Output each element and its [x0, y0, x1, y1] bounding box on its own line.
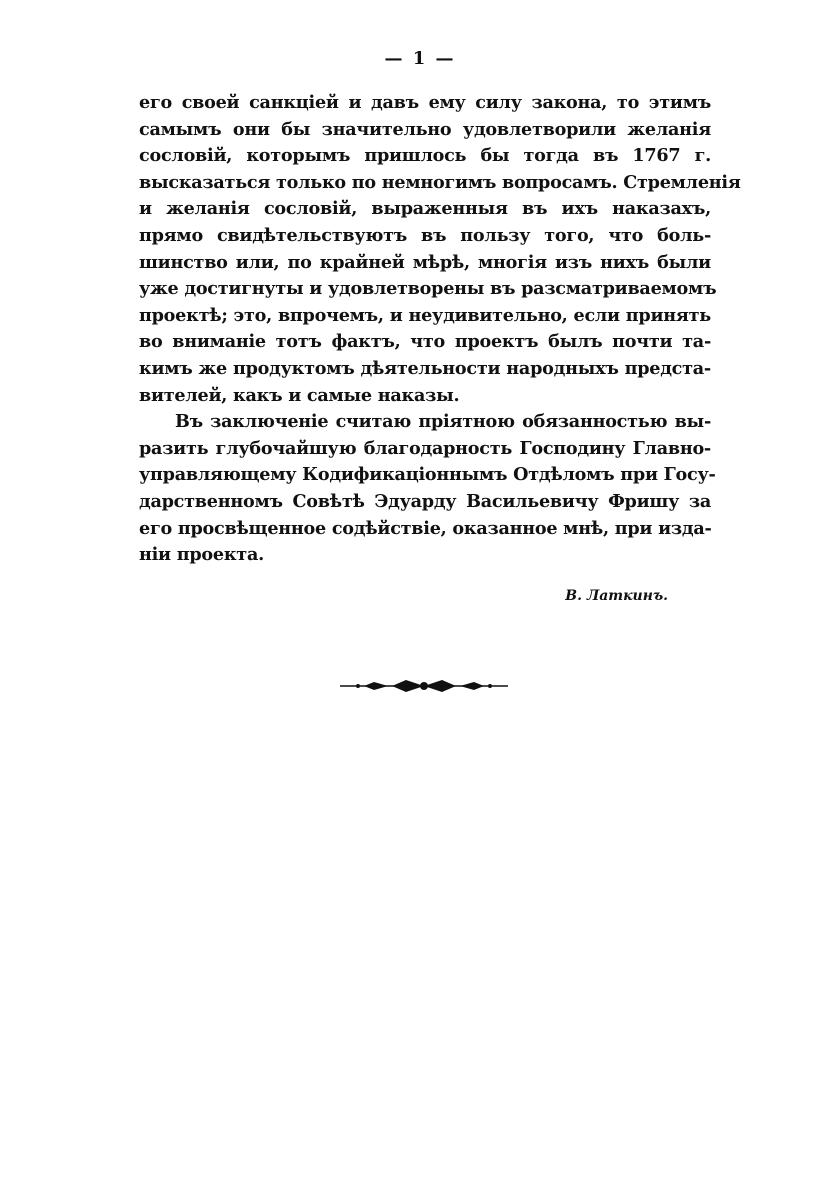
- text-line: уже достигнуты и удовлетворены въ разсматриваемомъ: [139, 278, 717, 300]
- text-line: управляющему Кодификаціоннымъ Отдѣломъ при Госу-: [139, 464, 716, 486]
- paragraph-2: [139, 409, 716, 569]
- paragraph-1: [139, 90, 741, 409]
- text-line: вителей, какъ и самые наказы.: [139, 384, 460, 406]
- text-line: Въ заключеніе считаю пріятною обязанностью вы-: [175, 411, 711, 433]
- text-line: ніи проекта.: [139, 544, 264, 566]
- text-line: во вниманіе тотъ фактъ, что проектъ былъ почти та-: [139, 331, 711, 353]
- decorative-divider-ornament-icon: [340, 676, 508, 696]
- text-line: проектѣ; это, впрочемъ, и неудивительно, если принять: [139, 304, 711, 326]
- text-line: высказаться только по немногимъ вопросамъ. Стремленія: [139, 171, 741, 193]
- text-line: сословій, которымъ пришлось бы тогда въ 1767 г.: [139, 145, 711, 167]
- text-line: самымъ они бы значительно удовлетворили желанія: [139, 118, 711, 140]
- text-line: и желанія сословій, выраженныя въ ихъ наказахъ,: [139, 198, 711, 220]
- page-number: — 1 —: [384, 48, 456, 69]
- text-line: шинство или, по крайней мѣрѣ, многія изъ нихъ были: [139, 251, 711, 273]
- text-line: кимъ же продуктомъ дѣятельности народныхъ предста-: [139, 357, 711, 379]
- text-line: дарственномъ Совѣтѣ Эдуарду Васильевичу Фришу за: [139, 490, 711, 512]
- body-text: [139, 90, 741, 569]
- text-line: разить глубочайшую благодарность Господину Главно-: [139, 437, 711, 459]
- text-line: прямо свидѣтельствуютъ въ пользу того, что боль-: [139, 224, 711, 246]
- text-line: его просвѣщенное содѣйствіе, оказанное мнѣ, при изда-: [139, 517, 712, 539]
- text-line: его своей санкціей и давъ ему силу закона, то этимъ: [139, 92, 711, 113]
- author-signature: В. Латкинъ.: [565, 588, 668, 604]
